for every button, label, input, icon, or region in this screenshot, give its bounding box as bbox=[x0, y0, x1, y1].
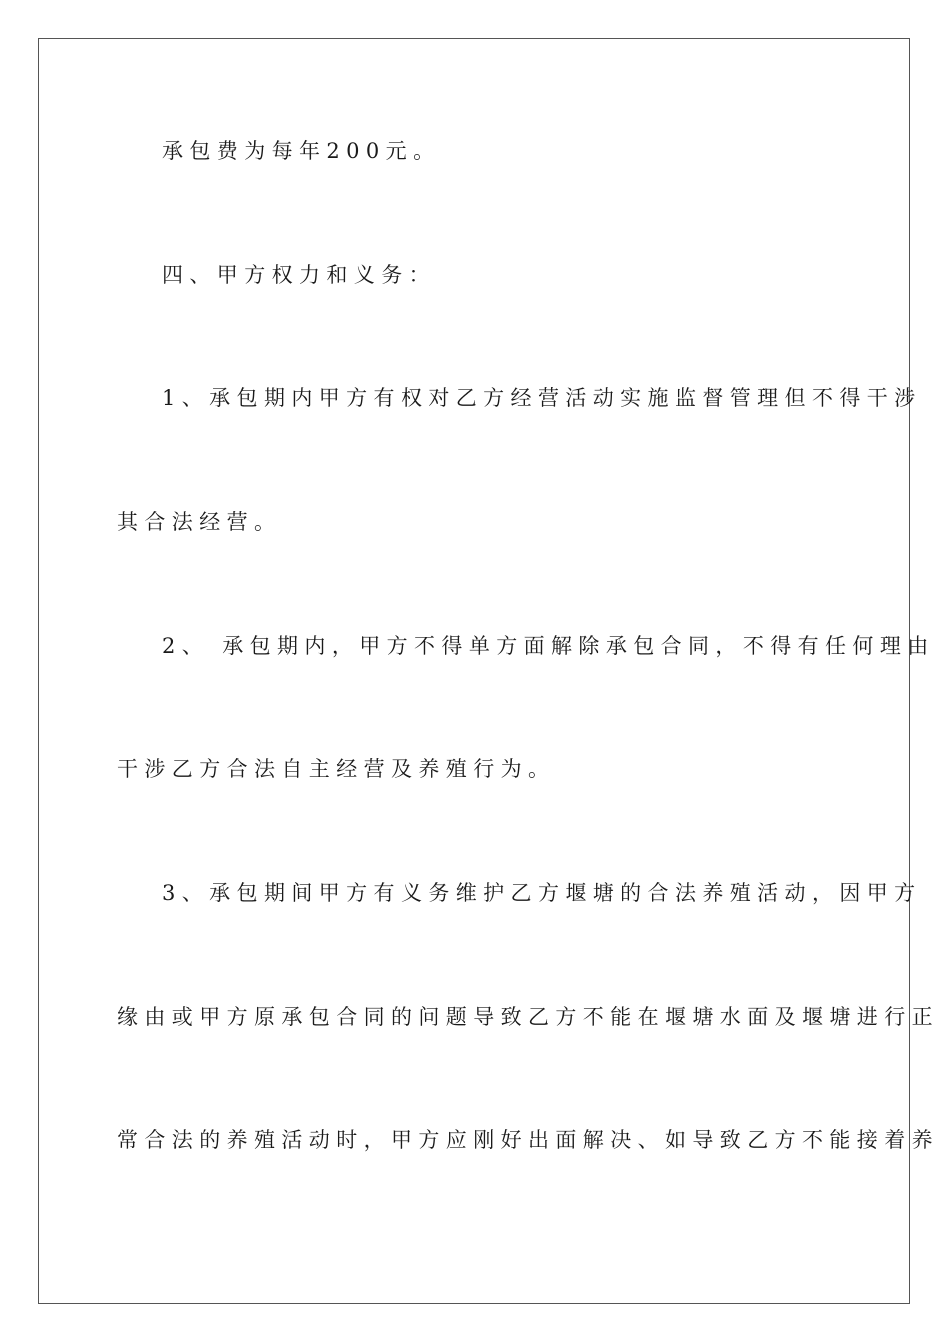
clause-1-line-2: 其合法经营。 bbox=[117, 510, 282, 534]
clause-2-line-1: 2、 承包期内，甲方不得单方面解除承包合同，不得有任何理由 bbox=[162, 634, 935, 658]
clause-2-line-2: 干涉乙方合法自主经营及养殖行为。 bbox=[117, 757, 556, 781]
section-heading-party-a-rights: 四、甲方权力和义务： bbox=[162, 263, 436, 287]
page-border bbox=[38, 38, 910, 1304]
clause-1-line-1: 1、承包期内甲方有权对乙方经营活动实施监督管理但不得干涉 bbox=[162, 386, 922, 410]
clause-3-line-3: 常合法的养殖活动时，甲方应刚好出面解决、如导致乙方不能接着养 bbox=[117, 1128, 939, 1152]
paragraph-line-fee: 承包费为每年200元。 bbox=[162, 139, 441, 163]
clause-3-line-1: 3、承包期间甲方有义务维护乙方堰塘的合法养殖活动，因甲方 bbox=[162, 881, 922, 905]
clause-3-line-2: 缘由或甲方原承包合同的问题导致乙方不能在堰塘水面及堰塘进行正 bbox=[117, 1005, 939, 1029]
